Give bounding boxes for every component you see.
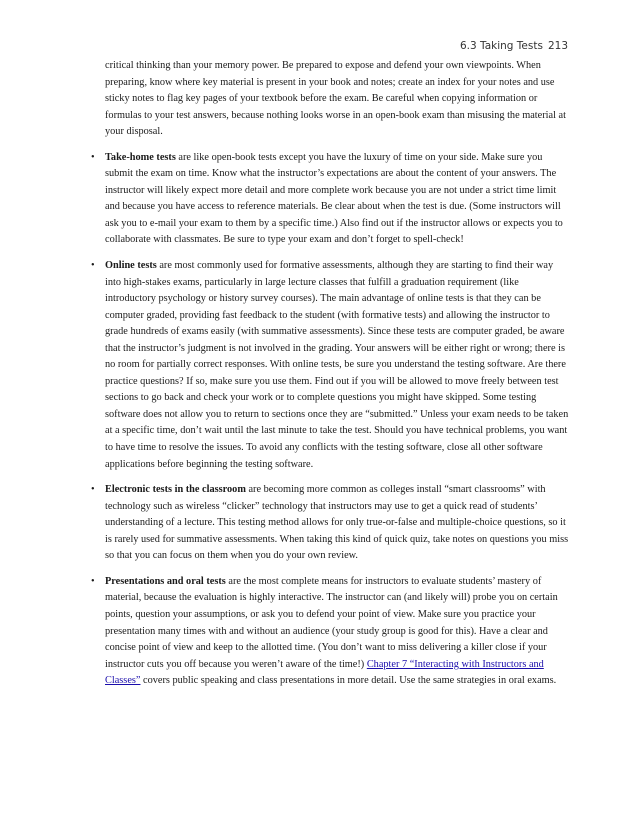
term-take-home-tests: Take-home tests bbox=[105, 151, 176, 163]
term-electronic-tests: Electronic tests in the classroom bbox=[105, 484, 246, 496]
item-text: are the most complete means for instructors to evaluate students’ mastery of material, because the evaluation is highly interactive. The instructor can (and likely will) probe you on certain points, question your assumptions, or ask you to defend your point of view. Make sure you practice your presentation many times with and without an audience (your study group is good for this). Have a clear and concise point of view and keep to the allotted time. (You don’t want to miss delivering a killer close if your instructor cuts you off because you weren’t aware of the time!) bbox=[105, 575, 558, 670]
test-types-list bbox=[91, 150, 571, 690]
chapter-7-link[interactable]: Chapter 7 “Interacting with Instructors and Classes” bbox=[105, 658, 544, 687]
body-text bbox=[91, 58, 571, 699]
page-number: 213 bbox=[547, 40, 568, 52]
list-item-electronic-tests bbox=[91, 482, 571, 565]
item-text: are becoming more common as colleges install “smart classrooms” with technology such as wireless “clicker” technology that instructors may use to get a quick read of students’ understanding of a lecture. This testing method allows for only true-or-false and multiple-choice questions, so it is rarely used for summative assessments. When taking this kind of quick quiz, take notes on questions you miss so that you can focus on them when you do your own review. bbox=[105, 484, 569, 562]
term-presentations-oral-tests: Presentations and oral tests bbox=[105, 575, 226, 587]
bullet-marker: • bbox=[91, 575, 95, 587]
bullet-marker: • bbox=[91, 151, 95, 163]
item-text: are like open-book tests except you have the luxury of time on your side. Make sure you submit the exam on time. Know what the instructor’s expectations are about the content of your answers. The instructor will likely expect more detail and more complete work because you are not under a strict time limit and because you have access to reference materials. Be clear about when the test is due. (Some instructors will ask you to e-mail your exam to them by a specific time.) Also find out if the instructor allows or expects you to collaborate with classmates. Be sure to type your exam and don’t forget to spell-check! bbox=[105, 151, 563, 246]
term-online-tests: Online tests bbox=[105, 260, 157, 272]
list-item-presentations-oral-tests bbox=[91, 574, 571, 690]
bullet-marker: • bbox=[91, 484, 95, 496]
continued-paragraph: critical thinking than your memory power. Be prepared to expose and defend your own viewpoints. When preparing, know where key material is present in your book and notes; create an index for your notes and use sticky notes to flag key pages of your textbook before the exam. Be careful when copying information or formulas to your test answers, because nothing looks worse in an open-book exam than misusing the material at your disposal. bbox=[105, 60, 566, 138]
list-item-take-home-tests bbox=[91, 150, 571, 249]
section-title: 6.3 Taking Tests bbox=[460, 40, 543, 52]
bullet-marker: • bbox=[91, 260, 95, 272]
running-header bbox=[460, 40, 568, 52]
item-text: are most commonly used for formative assessments, although they are starting to find their way into high-stakes exams, particularly in large lecture classes that fulfill a graduation requirement (like introductory psychology or history survey courses). The main advantage of online tests is that they can be computer graded, providing fast feedback to the student (with formative tests) and allowing the instructor to grade hundreds of exams easily (with summative assessments). Since these tests are computer graded, be aware that the instructor’s judgment is not involved in the grading. Your answers will be either right or wrong; there is no room for partially correct responses. With online tests, be sure you understand the testing software. Are there practice questions? If so, make sure you use them. Find out if you will be allowed to move freely between test sections to go back and check your work or to complete questions you might have skipped. Some testing software does not allow you to return to sections once they are “submitted.” Unless your exam needs to be taken at a specific time, don’t wait until the last minute to take the test. Should you have technical problems, you want to have time to resolve the issues. To avoid any conflicts with the testing software, close all other software applications before beginning the testing software. bbox=[105, 260, 569, 470]
list-item-online-tests bbox=[91, 258, 571, 473]
item-text-after-link: covers public speaking and class presentations in more detail. Use the same strategies in oral exams. bbox=[140, 675, 557, 687]
